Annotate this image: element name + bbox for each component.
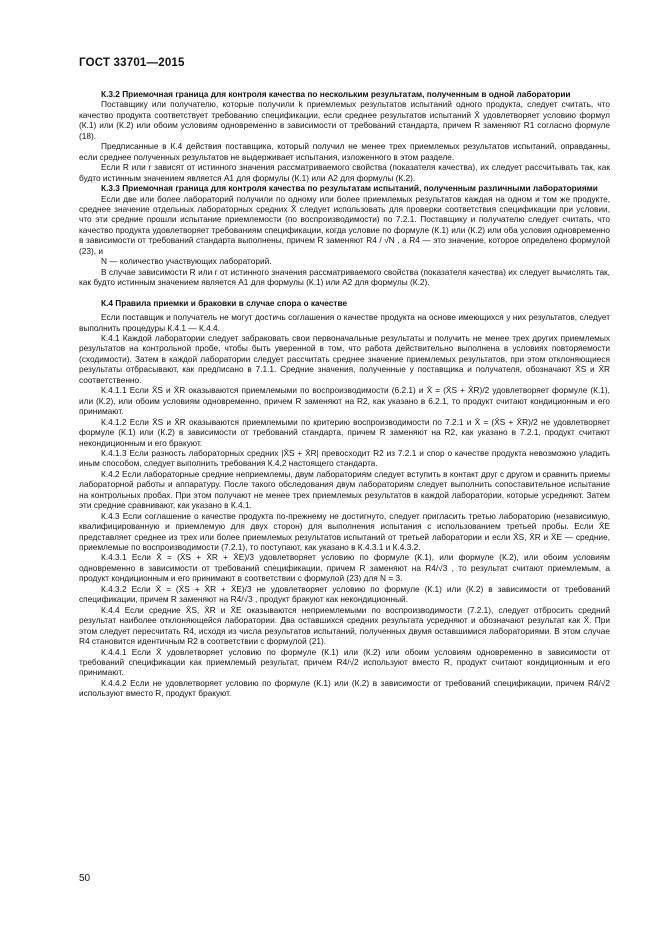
paragraph: В случае зависимости R или r от истинного значения рассматриваемого свойства (показателя качества) их следует вычислять так, как будто истинным значением является A1 для формулы (К.1) или A2 для формулы (К.2). (79, 266, 610, 288)
paragraph: К.4.4.2 Если не удовлетворяет условию по формуле (К.1) или (К.2) в зависимости от требований спецификации, причем R4/√2 используют вместо R, продукт бракуют. (79, 677, 610, 699)
paragraph: К.4.1.3 Если разность лабораторных средних |X̄S + X̄R| превосходит R2 из 7.2.1 и спор о качестве продукта невозможно уладить иным способом, следует выполнить требования К.4.2 настоящего стандарта. (79, 447, 610, 469)
paragraph: К.4.2 Если лабораторные средние неприемлемы, двум лабораториям следует вступить в контакт друг с другом и сравнить приемы лабораторной работы и аппаратуру. После такого обследования двум лабораториям следует выполнить сопоставительное испытание на контрольных пробах. При этом получают не менее трех приемлемых результатов в каждой лаборатории, которые усредняют. Затем эти средние сравнивают, как указано в К.4.1. (79, 468, 610, 511)
paragraph: К.4.1 Каждой лаборатории следует забраковать свои первоначальные результаты и получить не менее трех других приемлемых результатов на контрольной пробе, чтобы быть уверенной в том, что работа действительно выполнена в условиях повторяемости (сходимости). Затем в каждой лаборатории следует рассчитать среднее значение приемлемых результатов, при этом отклоняющиеся результаты отбрасывают, как предписано в 7.1.1. Средние значения, полученные у поставщика и получателя, обозначают X̄S и X̄R соответственно. (79, 332, 610, 385)
paragraph: К.4.3 Если соглашение о качестве продукта по-прежнему не достигнуто, следует пригласить третью лабораторию (независимую, квалифицированную и приемлемую для двух сторон) для выполнения испытания с использованием третьей пробы. Если X̄E представляет среднее из трех или более приемлемых результатов испытаний от третьей лаборатории и если X̄S, X̄R и X̄E — средние, приемлемые по воспроизводимости (7.2.1), то поступают, как указано в К.4.3.1 и К.4.3.2. (79, 510, 610, 553)
paragraph: Предписанные в К.4 действия поставщика, который получил не менее трех приемлемых результатов испытаний, оправданны, если среднее полученных результатов не выдерживает испытания, изложенного в этом разделе. (79, 141, 610, 162)
paragraph: N — количество участвующих лабораторий. (101, 256, 272, 267)
paragraph: К.4.4 Если средние X̄S, X̄R и X̄E оказываются неприемлемыми по воспроизводимости (7.2.1), следует отбросить средний результат наиболее отклоняющейся лаборатории. Два оставшихся средних результата усредняют и обозначают результат как X̄. При этом следует пересчитать R4, исходя из числа результатов испытаний, полученных двумя оставшимися лабораториями. В этом случае R4 становится идентичным R2 в соответствии с формулой (21). (79, 604, 610, 647)
page-number: 50 (79, 873, 91, 884)
paragraph: К.4.3.2 Если X̄ = (X̄S + X̄R + X̄E)/3 не удовлетворяет условию по формуле (К.1) или (К.2) в зависимости от требований спецификации, причем R заменяют на R4/√3 , продукт бракуют как некондиционный. (79, 583, 610, 605)
paragraph: К.4.3.1 Если X̄ = (X̄S + X̄R + X̄E)/3 удовлетворяет условию по формуле (К.1), или формуле (К.2), или обоим условиям одновременно в зависимости от требований спецификации, причем R заменяют на R4/√3 , то результат считают приемлемым, а продукт кондиционным и его принимают в соответствии с формулой (23) для N = 3. (79, 552, 610, 584)
paragraph: Поставщику или получателю, которые получили k приемлемых результатов испытаний одного продукта, следует считать, что качество продукта соответствует требованию спецификации, если среднее результатов испытаний X̄ удовлетворяет условию формул (К.1) или (К.2) или обоим условиям одновременно в зависимости от требований стандарта, причем R заменяют R1 согласно формуле (18). (79, 99, 610, 141)
document-header: ГОСТ 33701—2015 (79, 57, 185, 69)
paragraph: Если поставщик и получатель не могут достичь соглашения о качестве продукта на основе имеющихся у них результатов, следует выполнить процедуры К.4.1 — К.4.4. (79, 312, 610, 333)
section-heading-k33: К.3.3 Приемочная граница для контроля качества по результатам испытаний, полученным различными лабораториями (101, 183, 598, 194)
paragraph: Если R или r зависят от истинного значения рассматриваемого свойства (показателя качества), их следует рассчитывать так, как будто истинным значением является A1 для формулы (К.1) или A2 для формулы (К.2). (79, 162, 610, 183)
document-body (79, 89, 610, 699)
paragraph: К.4.1.2 Если X̄S и X̄R оказываются приемлемыми по критерию воспроизводимости по 7.2.1 и X̄ = (X̄S + X̄R)/2 не удовлетворяет формуле (К.1) или (К.2) в зависимости от требований стандарта, причем R заменяют на R2, как указано в 7.2.1, продукт считают некондиционным и его бракуют. (79, 416, 610, 448)
paragraph: К.4.4.1 Если X̄ удовлетворяет условию по формуле (К.1) или (К.2) или обоим условиям одновременно в зависимости от требований спецификации как приемлемый результат, причем R4/√2 используют вместо R, продукт считают кондиционным и его принимают. (79, 646, 610, 678)
paragraph: Если две или более лабораторий получили по одному или более приемлемых результатов каждая на одном и том же продукте, среднее значение отдельных лабораторных средних X̄ следует использовать для проверки соответствия спецификации при условии, что эти средние прошли испытание приемлемости (по воспроизводимости) по 7.2.1. Поставщику и получателю следует считать, что качество продукта удовлетворяет требованиям спецификации, когда условие по формуле (К.1) или (К.2) или оба условия одновременно в зависимости от требований стандарта выполнены, причем R заменяют R4 / √N , а R4 — это значение, которое определено формулой (23), и (79, 193, 610, 256)
section-heading-k32: К.3.2 Приемочная граница для контроля качества по нескольким результатам, полученным в одной лаборатории (101, 89, 571, 99)
paragraph: К.4.1.1 Если X̄S и X̄R оказываются приемлемыми по воспроизводимости (6.2.1) и X̄ = (X̄S + X̄R)/2 удовлетворяет формуле (К.1), или (К.2), или обоим условиям одновременно, причем R заменяют на R2, как указано в 6.2.1, то продукт считают кондиционным и его принимают. (79, 385, 610, 417)
section-heading-k4: К.4 Правила приемки и браковки в случае спора о качестве (101, 297, 348, 308)
